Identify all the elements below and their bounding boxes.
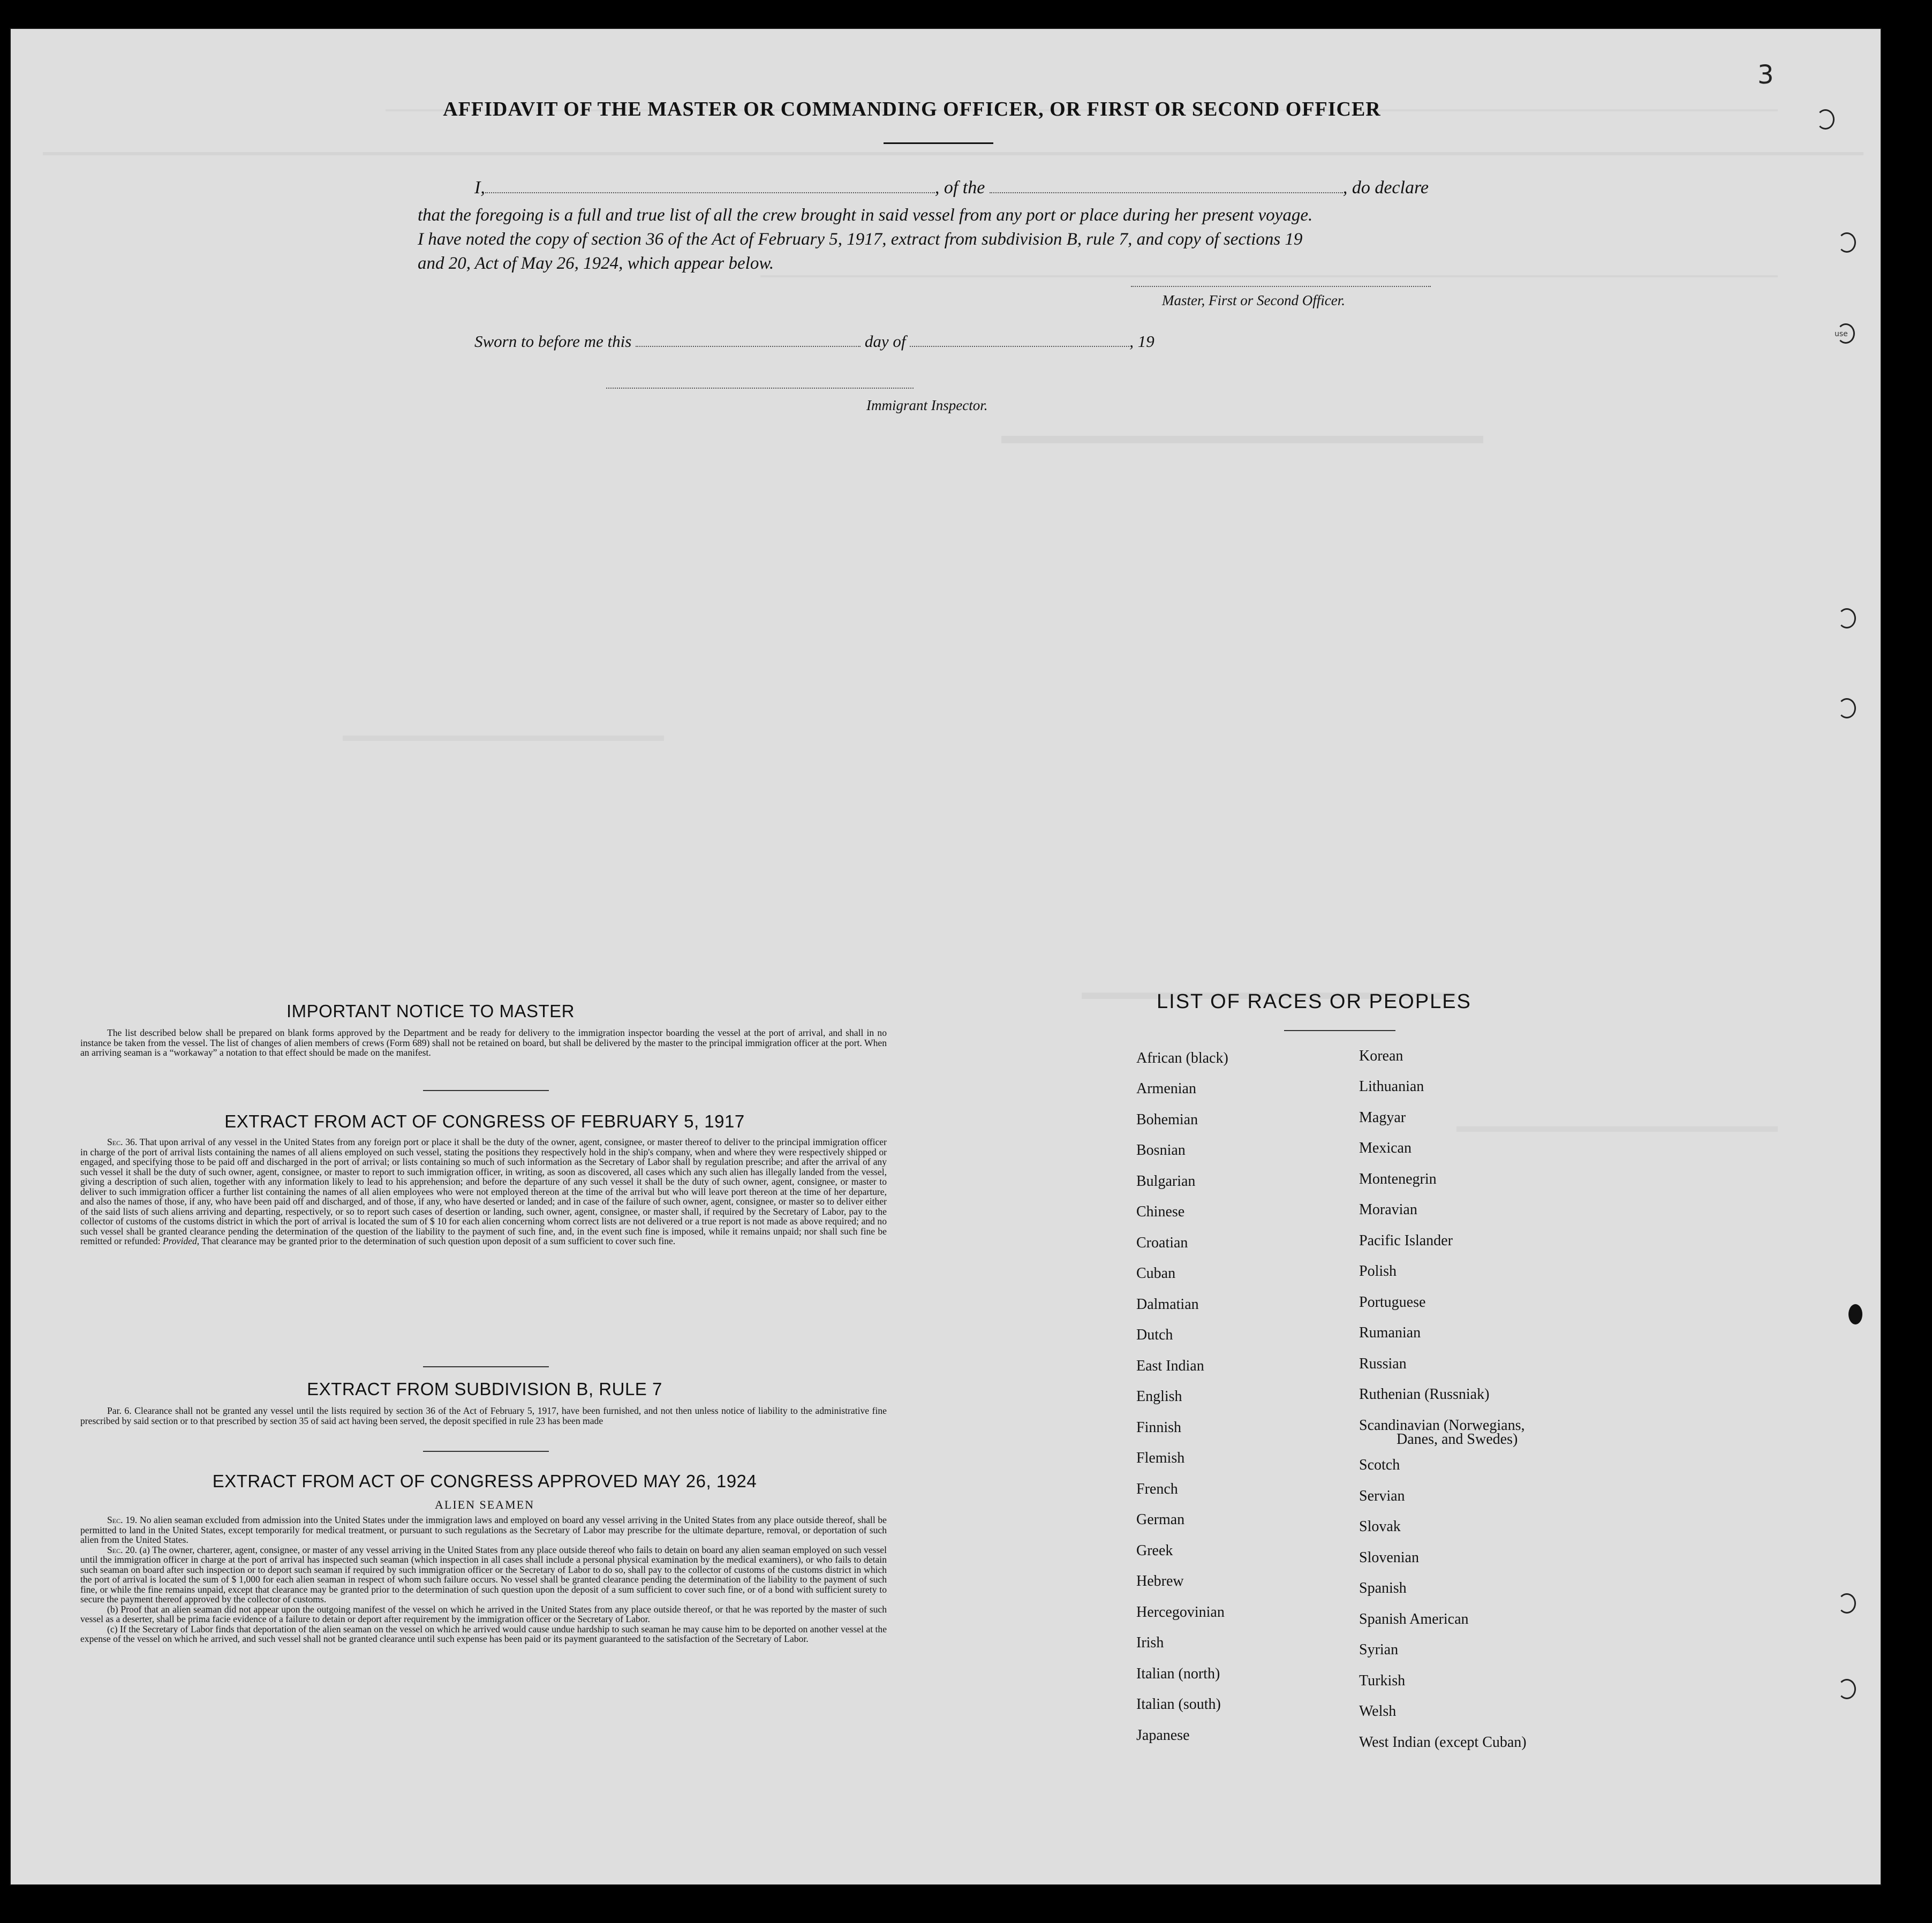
master-signature-line[interactable]: [1131, 286, 1431, 287]
sworn-day-field[interactable]: [636, 332, 861, 347]
race-item: Rumanian: [1359, 1324, 1421, 1341]
sec-20a-text: (a) The owner, charterer, agent, consignee, or master of any vessel arriving in the United States from any place outside thereof who fails to detain on board any alien seaman employed on such vessel until the immigration officer in charge at the port of arrival has inspected such seaman (which inspection in all cases shall include a personal physical examination by the medical examiners), or who fails to detain such seaman on board after such inspection or to deport such seaman if required by such immigration officer or the Secretary of Labor to do so, shall pay to the collector of customs of the customs district in which the port of arrival is located the sum of $ 1,000 for each alien seaman in respect of whom such failure occurs. No vessel shall be granted clearance pending the determination of the liability to the payment of such fine, or while the fine remains unpaid, except that clearance may be granted prior to the determination of such question upon the deposit of a sum sufficient to cover such fine, or of a bond with sufficient surety to secure the payment thereof approved by the collector of customs.: [80, 1544, 887, 1604]
affidavit-declare: , do declare: [1342, 178, 1429, 198]
race-item: Russian: [1359, 1356, 1407, 1372]
race-item: Finnish: [1136, 1419, 1182, 1436]
race-item: Dutch: [1136, 1327, 1173, 1343]
section-rule: [423, 1366, 549, 1367]
name-field[interactable]: [485, 178, 935, 193]
sec-20-label: Sec. 20.: [107, 1544, 137, 1555]
race-item: Chinese: [1136, 1203, 1185, 1220]
binder-hole-icon: [1838, 1593, 1856, 1614]
binder-hole-icon: [1816, 109, 1835, 130]
race-item: Turkish: [1359, 1672, 1406, 1689]
affidavit-i: I,: [474, 178, 485, 198]
race-item: Japanese: [1136, 1727, 1190, 1744]
race-item: West Indian (except Cuban): [1359, 1734, 1527, 1751]
races-title-rule: [1284, 1030, 1395, 1031]
inspector-caption: Immigrant Inspector.: [866, 397, 988, 413]
binder-hole-icon: [1838, 232, 1856, 253]
race-item: French: [1136, 1481, 1178, 1497]
extract-1917-title: EXTRACT FROM ACT OF CONGRESS OF FEBRUARY 5, 1917: [224, 1111, 745, 1131]
inspector-signature-line[interactable]: [606, 388, 914, 389]
sec-36-label: Sec. 36.: [107, 1137, 138, 1147]
binder-hole-icon: [1838, 608, 1856, 629]
race-item: Croatian: [1136, 1235, 1188, 1251]
master-caption: Master, First or Second Officer.: [1162, 292, 1345, 308]
sworn-month-field[interactable]: [910, 332, 1129, 347]
binder-hole-icon: [1838, 1679, 1856, 1699]
extract-rule7-title: EXTRACT FROM SUBDIVISION B, RULE 7: [307, 1379, 662, 1399]
race-item: Slovenian: [1359, 1549, 1419, 1566]
vessel-field[interactable]: [990, 178, 1343, 193]
race-item: Hercegovinian: [1136, 1604, 1225, 1621]
race-item: East Indian: [1136, 1358, 1204, 1374]
affidavit-line-1: [474, 178, 1429, 198]
binder-hole-icon: [1881, 1224, 1882, 1244]
sec-20c-text: (c) If the Secretary of Labor finds that deportation of the alien seaman on the vessel on which he arrived would cause undue hardship to such seaman he may cause him to be deported on another vessel at the expense of the vessel on which he arrived, and such vessel shall not be granted clearance until such expense has been paid or its payment guaranteed to the satisfaction of the Secretary of Labor.: [80, 1623, 887, 1644]
race-item: Polish: [1359, 1263, 1397, 1280]
affidavit-line-2: that the foregoing is a full and true list of all the crew brought in said vessel from any port or place during her present voyage.: [418, 206, 1313, 225]
sec-20b-text: (b) Proof that an alien seaman did not appear upon the outgoing manifest of the vessel on which he arrived in the United States from any place outside thereof, or that he was reported by the master of such vessel as a deserter, shall be prima facie evidence of a failure to detain or deport after requirement by the immigration officer or the Secretary of Labor.: [80, 1603, 887, 1624]
race-item: Hebrew: [1136, 1573, 1184, 1589]
affidavit-line-3: I have noted the copy of section 36 of the Act of February 5, 1917, extract from subdivision B, rule 7, and copy of sections 19: [418, 230, 1303, 249]
race-item: Danes, and Swedes): [1397, 1431, 1518, 1448]
race-item: Moravian: [1359, 1201, 1417, 1218]
race-item: Scotch: [1359, 1457, 1400, 1473]
document-page: [10, 28, 1882, 1886]
race-item: Spanish: [1359, 1580, 1407, 1596]
race-item: Syrian: [1359, 1641, 1399, 1658]
binder-hole-icon: [1848, 1304, 1862, 1324]
race-item: Spanish American: [1359, 1611, 1469, 1627]
sec-36-text: That upon arrival of any vessel in the United States from any foreign port or place it shall be the duty of the owner, agent, consignee, or master thereof to deliver to the principal immigration officer in charge of the port of arrival lists containing the names of all aliens employed on such vessel, stating the positions they respectively hold in the ship's company, when and where they were respectively shipped or engaged, and specifying those to be paid off and discharged in the port of arrival; or lists containing so much of such information as the Secretary of Labor shall by regulation prescribe; and after the arrival of any such vessel it shall be the duty of such owner, agent, consignee, or master to report to such immigration officer, in writing, as soon as discovered, all cases which any such alien has illegally landed from the vessel, giving a description of such alien, together with any information likely to lead to his apprehension; and before the departure of any such vessel it shall be the duty of such owner, agent, consignee, or master to deliver to such immigration officer a further list containing the names of all alien employees who were not employed thereon at the time of the arrival but who will leave port thereon at the time of her departure, and also the names of those, if any, who have been paid off and discharged, and of those, if any, who have deserted or landed; and in case of the failure of such owner, agent, consignee, or master so to deliver either of the said lists of such aliens arriving and departing, respectively, or so to report such cases of desertion or landing, such owner, agent, consignee, or master shall, if required by the Secretary of Labor, pay to the collector of customs of the customs district in which the port of arrival is located the sum of $ 10 for each alien concerning whom correct lists are not delivered or a true report is not made as above required; and no such vessel shall be granted clearance pending the determination of the question of the liability to the payment of such fine, and, in the event such fine is imposed, while it remains unpaid; nor shall such fine be remitted or refunded:: [80, 1137, 887, 1246]
binder-hole-icon: [1838, 698, 1856, 718]
race-item: Korean: [1359, 1048, 1403, 1064]
race-item: Servian: [1359, 1488, 1405, 1504]
extract-rule7-body: [80, 1406, 887, 1426]
extract-1924-title: EXTRACT FROM ACT OF CONGRESS APPROVED MAY 26, 1924: [212, 1471, 757, 1491]
day-of-label: day of: [864, 332, 906, 351]
page-number: 3: [1757, 60, 1774, 90]
race-item: Italian (south): [1136, 1696, 1221, 1713]
race-item: Irish: [1136, 1634, 1164, 1651]
title-rule: [884, 142, 993, 144]
race-item: Magyar: [1359, 1109, 1406, 1126]
race-item: German: [1136, 1511, 1185, 1528]
alien-seamen-subtitle: ALIEN SEAMEN: [435, 1498, 534, 1511]
affidavit-of-the: , of the: [934, 178, 985, 198]
section-rule: [423, 1451, 549, 1452]
race-item: Bulgarian: [1136, 1173, 1196, 1190]
margin-stamp: use: [1835, 330, 1848, 338]
race-item: English: [1136, 1388, 1182, 1405]
extract-1917-body: [80, 1137, 887, 1246]
notice-body: [80, 1028, 887, 1058]
race-item: Pacific Islander: [1359, 1232, 1453, 1249]
race-item: Dalmatian: [1136, 1296, 1199, 1313]
race-item: Portuguese: [1359, 1294, 1426, 1311]
notice-text: The list described below shall be prepared on blank forms approved by the Department and be ready for delivery to the immigration inspector boarding the vessel at the port of arrival, and shall in no instance be taken from the vessel. The list of changes of alien members of crews (Form 689) shall not be retained on board, but shall be delivered by the master to the principal immigration officer at the port. When an arriving seaman is a “workaway” a notation to that effect should be made on the manifest.: [80, 1027, 887, 1058]
race-item: Lithuanian: [1359, 1078, 1424, 1095]
race-item: Greek: [1136, 1542, 1173, 1559]
affidavit-line-4: and 20, Act of May 26, 1924, which appear below.: [418, 254, 774, 273]
proviso-text: That clearance may be granted prior to the determination of such question upon deposit of a sum sufficient to cover such fine.: [201, 1236, 676, 1246]
race-item: Cuban: [1136, 1265, 1176, 1282]
race-item: Montenegrin: [1359, 1171, 1437, 1187]
race-item: Ruthenian (Russniak): [1359, 1386, 1490, 1403]
race-item: Armenian: [1136, 1080, 1196, 1097]
race-item: Mexican: [1359, 1140, 1412, 1156]
affidavit-title: AFFIDAVIT OF THE MASTER OR COMMANDING OFFICER, OR FIRST OR SECOND OFFICER: [443, 98, 1381, 120]
race-item: Scandinavian (Norwegians,: [1359, 1417, 1525, 1434]
race-item: Italian (north): [1136, 1665, 1220, 1682]
sec-19-label: Sec. 19.: [107, 1515, 138, 1525]
race-item: African (black): [1136, 1050, 1228, 1066]
extract-1924-body: [80, 1515, 887, 1644]
sworn-label: Sworn to before me this: [474, 332, 632, 351]
proviso-italic: Provided,: [162, 1236, 200, 1246]
race-item: Flemish: [1136, 1450, 1185, 1466]
section-rule: [423, 1090, 549, 1091]
race-item: Bohemian: [1136, 1111, 1198, 1128]
race-item: Bosnian: [1136, 1142, 1186, 1159]
notice-title: IMPORTANT NOTICE TO MASTER: [286, 1001, 575, 1021]
rule7-text: Par. 6. Clearance shall not be granted any vessel until the lists required by section 36 of the Act of February 5, 1917, have been furnished, and not then unless notice of liability to the administrative fine prescribed by said section or to that prescribed by section 35 of said act having been served, the deposit specified in rule 23 has been made: [80, 1405, 887, 1426]
sec-19-text: No alien seaman excluded from admission into the United States under the immigration laws and employed on board any vessel arriving in the United States from any place outside thereof, shall be permitted to land in the United States, except temporarily for medical treatment, or pursuant to such regulations as the Secretary of Labor may prescribe for the ultimate departure, removal, or deportation of such alien from the United States.: [80, 1515, 887, 1545]
sworn-line: [474, 332, 1154, 351]
binder-hole-icon: [1837, 323, 1855, 344]
races-title: LIST OF RACES OR PEOPLES: [1157, 990, 1471, 1013]
year-prefix: , 19: [1129, 332, 1154, 351]
race-item: Slovak: [1359, 1518, 1401, 1535]
race-item: Welsh: [1359, 1703, 1397, 1720]
